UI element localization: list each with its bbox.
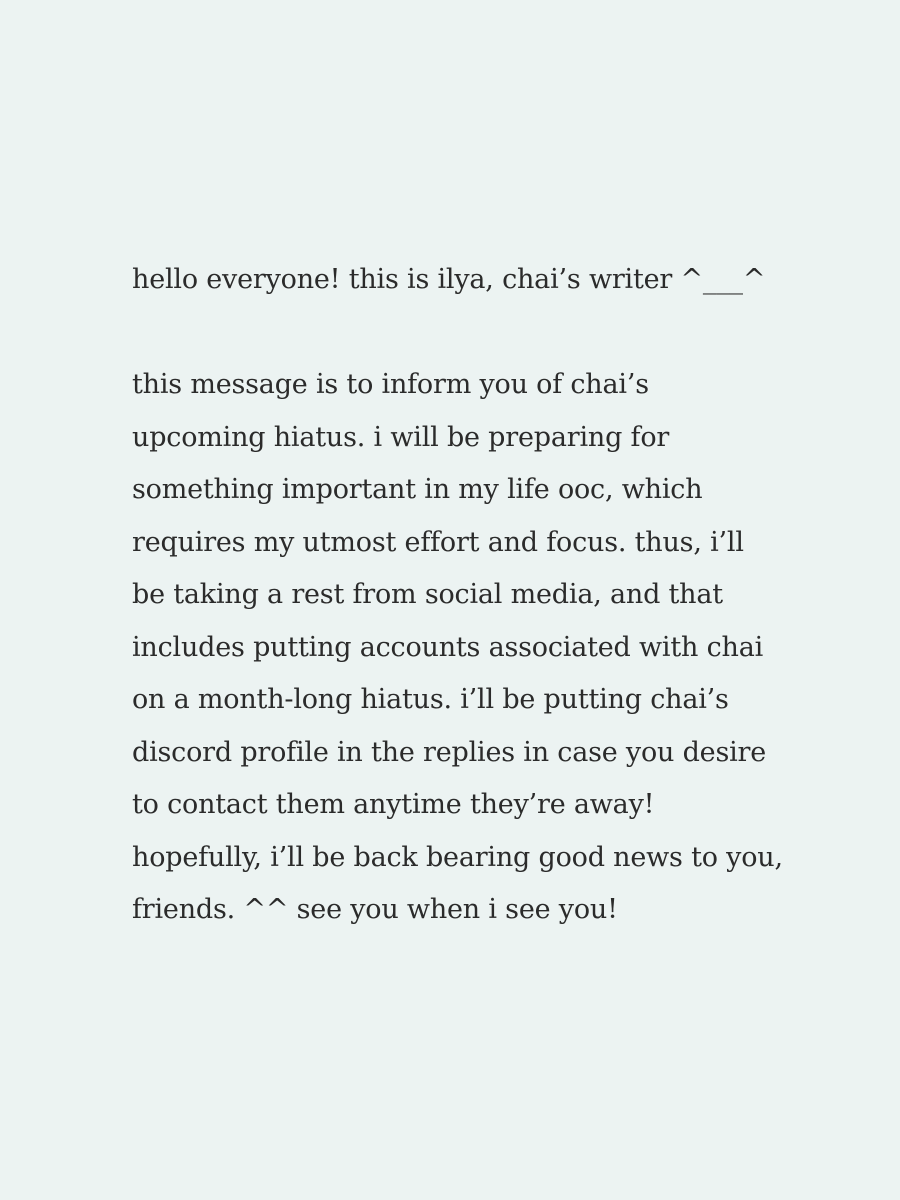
body-line: be taking a rest from social media, and that	[132, 579, 723, 610]
body-line: includes putting accounts associated with chai	[132, 631, 764, 663]
body-line: to contact them anytime they’re away!	[132, 789, 655, 820]
body-line: this message is to inform you of chai’s	[132, 369, 649, 400]
body-line: upcoming hiatus. i will be preparing for	[132, 421, 670, 453]
body-line: discord profile in the replies in case you desire	[132, 736, 767, 768]
hiatus-note	[132, 254, 832, 937]
paragraph-gap	[132, 307, 832, 360]
body-line: on a month-long hiatus. i’ll be putting chai’s	[132, 684, 729, 715]
body-line: friends. ^^ see you when i see you!	[132, 894, 618, 925]
greeting-line: hello everyone! this is ilya, chai’s writer ^___^	[132, 264, 766, 295]
body-line: hopefully, i’ll be back bearing good news to you,	[132, 841, 783, 873]
body-line: something important in my life ooc, which	[132, 474, 703, 505]
body-line: requires my utmost effort and focus. thus, i’ll	[132, 526, 744, 558]
